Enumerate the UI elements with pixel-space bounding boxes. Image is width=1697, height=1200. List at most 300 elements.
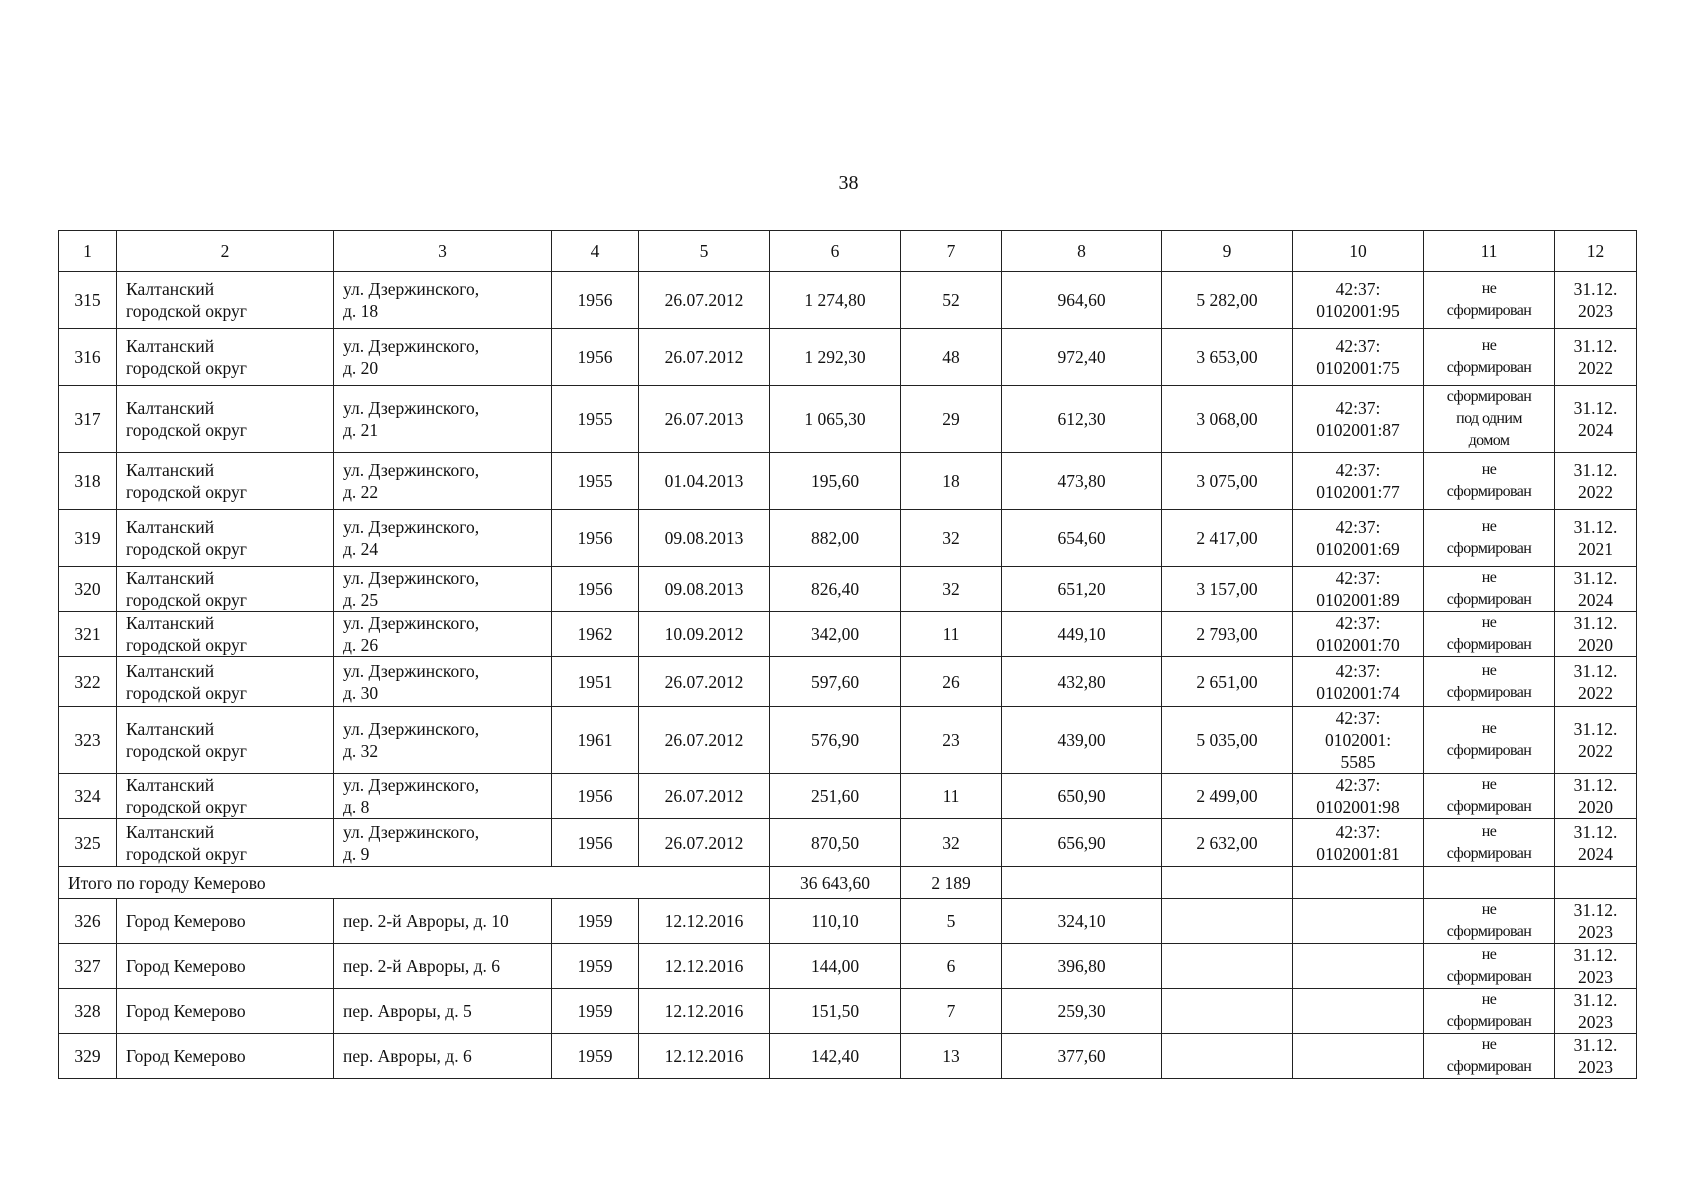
column-number: 8 (1002, 231, 1162, 272)
year-built: 1959 (552, 1034, 639, 1079)
year-built: 1959 (552, 944, 639, 989)
territory-cell (117, 819, 334, 867)
address-line: д. 24 (343, 539, 379, 559)
deadline-cell (1555, 329, 1637, 386)
value-col-9: 3 075,00 (1162, 453, 1293, 510)
land-status-cell (1424, 944, 1555, 989)
land-status-cell (1424, 707, 1555, 774)
table-row (59, 1034, 1637, 1079)
value-col-7: 48 (901, 329, 1002, 386)
year-built: 1955 (552, 386, 639, 453)
address-line: ул. Дзержинского, (343, 775, 480, 795)
land-status-cell (1424, 899, 1555, 944)
value-col-6: 151,50 (770, 989, 901, 1034)
deadline-cell (1555, 272, 1637, 329)
address-cell (334, 612, 552, 657)
land-status-line: не (1481, 614, 1497, 631)
cadastral-line: 0102001:69 (1316, 539, 1400, 559)
value-col-9: 2 793,00 (1162, 612, 1293, 657)
land-status-cell (1424, 774, 1555, 819)
value-col-7: 11 (901, 774, 1002, 819)
cadastral-line: 42:37: (1335, 568, 1381, 588)
year-built: 1962 (552, 612, 639, 657)
territory-cell: Город Кемерово (117, 989, 334, 1034)
table-row (59, 272, 1637, 329)
address-cell (334, 386, 552, 453)
value-col-6: 110,10 (770, 899, 901, 944)
cadastral-line: 42:37: (1335, 660, 1381, 681)
territory-line: Калтанский (126, 517, 215, 537)
land-status-line: сформирован (1446, 636, 1532, 653)
row-number: 318 (59, 453, 117, 510)
address-cell (334, 707, 552, 774)
cadastral-line: 42:37: (1335, 460, 1381, 480)
land-status-line: не (1481, 1036, 1497, 1053)
cadastral-line: 42:37: (1335, 775, 1381, 795)
address-line: ул. Дзержинского, (343, 660, 480, 681)
land-status-line: не (1481, 661, 1497, 679)
address-cell: пер. 2-й Авроры, д. 6 (334, 944, 552, 989)
deadline-line: 31.12. (1573, 613, 1618, 633)
land-status-line: сформирован (1446, 302, 1532, 319)
empty-cell (1162, 899, 1293, 944)
deadline-cell (1555, 899, 1637, 944)
address-line: д. 26 (343, 635, 379, 655)
cadastral-cell (1293, 510, 1424, 567)
cadastral-cell (1293, 819, 1424, 867)
territory-line: Калтанский (126, 568, 215, 588)
empty-cell (1555, 867, 1637, 899)
recognition-date: 26.07.2012 (639, 657, 770, 707)
cadastral-line: 0102001:75 (1316, 358, 1400, 378)
cadastral-line: 42:37: (1335, 398, 1381, 418)
cadastral-cell (1293, 774, 1424, 819)
recognition-date: 09.08.2013 (639, 567, 770, 612)
value-col-7: 26 (901, 657, 1002, 707)
cadastral-line: 5585 (1340, 752, 1376, 772)
cadastral-line: 42:37: (1335, 336, 1381, 356)
address-cell: пер. Авроры, д. 6 (334, 1034, 552, 1079)
territory-line: Калтанский (126, 821, 215, 842)
territory-line: городской округ (126, 682, 247, 703)
row-number: 326 (59, 899, 117, 944)
deadline-line: 2024 (1578, 843, 1613, 864)
address-cell: пер. Авроры, д. 5 (334, 989, 552, 1034)
deadline-line: 31.12. (1573, 1035, 1618, 1055)
territory-line: городской округ (126, 635, 247, 655)
deadline-cell (1555, 567, 1637, 612)
value-col-6: 251,60 (770, 774, 901, 819)
address-line: д. 30 (343, 682, 379, 703)
deadline-cell (1555, 453, 1637, 510)
address-line: ул. Дзержинского, (343, 279, 480, 299)
territory-line: Калтанский (126, 460, 215, 480)
territory-cell (117, 774, 334, 819)
territory-line: Калтанский (126, 398, 215, 418)
housing-register-table (58, 230, 1637, 1079)
year-built: 1956 (552, 510, 639, 567)
cadastral-line: 0102001: (1324, 730, 1392, 750)
kemerovo-rows (59, 899, 1637, 1079)
row-number: 324 (59, 774, 117, 819)
land-status-cell (1424, 567, 1555, 612)
land-status-cell (1424, 453, 1555, 510)
value-col-7: 32 (901, 819, 1002, 867)
deadline-line: 2023 (1578, 922, 1613, 942)
deadline-cell (1555, 707, 1637, 774)
value-col-7: 6 (901, 944, 1002, 989)
cadastral-line: 0102001:81 (1316, 843, 1400, 864)
deadline-cell (1555, 510, 1637, 567)
territory-line: городской округ (126, 482, 247, 502)
land-status-line: сформирован (1446, 359, 1532, 376)
recognition-date: 26.07.2013 (639, 386, 770, 453)
territory-cell: Город Кемерово (117, 1034, 334, 1079)
value-col-6: 342,00 (770, 612, 901, 657)
deadline-cell (1555, 612, 1637, 657)
territory-cell: Город Кемерово (117, 944, 334, 989)
deadline-line: 2024 (1578, 590, 1613, 610)
empty-cell (1293, 944, 1424, 989)
year-built: 1956 (552, 567, 639, 612)
land-status-cell (1424, 272, 1555, 329)
land-status-line: сформирован (1446, 1058, 1532, 1075)
cadastral-cell (1293, 329, 1424, 386)
value-col-8: 396,80 (1002, 944, 1162, 989)
table-row (59, 329, 1637, 386)
land-status-line: не (1481, 901, 1497, 918)
territory-cell (117, 329, 334, 386)
territory-cell (117, 386, 334, 453)
cadastral-line: 42:37: (1335, 279, 1381, 299)
value-col-7: 29 (901, 386, 1002, 453)
territory-line: Калтанский (126, 660, 215, 681)
column-number: 9 (1162, 231, 1293, 272)
deadline-line: 31.12. (1573, 279, 1618, 299)
territory-line: Калтанский (126, 613, 215, 633)
total-area: 36 643,60 (770, 867, 901, 899)
value-col-6: 1 065,30 (770, 386, 901, 453)
territory-line: городской округ (126, 741, 247, 761)
deadline-cell (1555, 657, 1637, 707)
cadastral-line: 0102001:98 (1316, 797, 1400, 817)
deadline-line: 31.12. (1573, 775, 1618, 795)
deadline-line: 31.12. (1573, 336, 1618, 356)
deadline-line: 2024 (1578, 420, 1613, 440)
cadastral-line: 42:37: (1335, 821, 1381, 842)
empty-cell (1293, 989, 1424, 1034)
value-col-6: 597,60 (770, 657, 901, 707)
column-number: 3 (334, 231, 552, 272)
land-status-line: сформирован (1446, 683, 1532, 701)
deadline-line: 2022 (1578, 741, 1613, 761)
column-number: 10 (1293, 231, 1424, 272)
value-col-6: 195,60 (770, 453, 901, 510)
land-status-line: сформирован (1446, 798, 1532, 815)
deadline-line: 31.12. (1573, 660, 1618, 681)
recognition-date: 12.12.2016 (639, 944, 770, 989)
land-status-line: сформирован (1446, 388, 1532, 405)
cadastral-line: 42:37: (1335, 517, 1381, 537)
deadline-line: 31.12. (1573, 398, 1618, 418)
cadastral-line: 42:37: (1335, 613, 1381, 633)
deadline-line: 2023 (1578, 1057, 1613, 1077)
territory-cell: Город Кемерово (117, 899, 334, 944)
address-cell (334, 819, 552, 867)
land-status-cell (1424, 329, 1555, 386)
deadline-line: 2023 (1578, 1012, 1613, 1032)
address-line: ул. Дзержинского, (343, 568, 480, 588)
row-number: 323 (59, 707, 117, 774)
land-status-line: сформирован (1446, 844, 1532, 862)
cadastral-cell (1293, 272, 1424, 329)
value-col-9: 3 653,00 (1162, 329, 1293, 386)
table-row (59, 899, 1637, 944)
column-number: 5 (639, 231, 770, 272)
deadline-line: 31.12. (1573, 990, 1618, 1010)
value-col-8: 439,00 (1002, 707, 1162, 774)
value-col-8: 449,10 (1002, 612, 1162, 657)
year-built: 1959 (552, 989, 639, 1034)
deadline-line: 2021 (1578, 539, 1613, 559)
recognition-date: 12.12.2016 (639, 1034, 770, 1079)
recognition-date: 26.07.2012 (639, 272, 770, 329)
value-col-9: 3 157,00 (1162, 567, 1293, 612)
territory-cell (117, 453, 334, 510)
empty-cell (1293, 899, 1424, 944)
address-line: ул. Дзержинского, (343, 398, 480, 418)
column-number: 11 (1424, 231, 1555, 272)
address-line: ул. Дзержинского, (343, 517, 480, 537)
cadastral-line: 42:37: (1335, 708, 1381, 728)
territory-line: городской округ (126, 420, 247, 440)
cadastral-line: 0102001:95 (1316, 301, 1400, 321)
land-status-line: сформирован (1446, 540, 1532, 557)
address-line: д. 20 (343, 358, 379, 378)
row-number: 327 (59, 944, 117, 989)
recognition-date: 10.09.2012 (639, 612, 770, 657)
value-col-6: 870,50 (770, 819, 901, 867)
empty-cell (1293, 867, 1424, 899)
value-col-8: 972,40 (1002, 329, 1162, 386)
land-status-line: не (1481, 569, 1497, 586)
land-status-line: сформирован (1446, 742, 1532, 759)
row-number: 329 (59, 1034, 117, 1079)
deadline-line: 2020 (1578, 635, 1613, 655)
year-built: 1959 (552, 899, 639, 944)
table-row (59, 944, 1637, 989)
territory-cell (117, 612, 334, 657)
land-status-cell (1424, 1034, 1555, 1079)
table-row (59, 707, 1637, 774)
territory-line: городской округ (126, 358, 247, 378)
table-row (59, 774, 1637, 819)
deadline-line: 31.12. (1573, 945, 1618, 965)
deadline-line: 31.12. (1573, 517, 1618, 537)
value-col-6: 144,00 (770, 944, 901, 989)
row-number: 317 (59, 386, 117, 453)
value-col-7: 11 (901, 612, 1002, 657)
value-col-7: 13 (901, 1034, 1002, 1079)
cadastral-cell (1293, 567, 1424, 612)
deadline-cell (1555, 774, 1637, 819)
land-status-line: сформирован (1446, 483, 1532, 500)
territory-line: Калтанский (126, 279, 215, 299)
cadastral-cell (1293, 612, 1424, 657)
territory-line: Калтанский (126, 719, 215, 739)
value-col-7: 52 (901, 272, 1002, 329)
address-line: ул. Дзержинского, (343, 460, 480, 480)
empty-cell (1162, 867, 1293, 899)
address-cell (334, 510, 552, 567)
land-status-line: не (1481, 991, 1497, 1008)
deadline-cell (1555, 1034, 1637, 1079)
address-cell (334, 774, 552, 819)
value-col-6: 1 292,30 (770, 329, 901, 386)
kaltan-rows (59, 272, 1637, 867)
recognition-date: 26.07.2012 (639, 819, 770, 867)
land-status-line: не (1481, 946, 1497, 963)
deadline-cell (1555, 944, 1637, 989)
deadline-cell (1555, 819, 1637, 867)
value-col-7: 18 (901, 453, 1002, 510)
value-col-7: 7 (901, 989, 1002, 1034)
value-col-6: 142,40 (770, 1034, 901, 1079)
value-col-8: 651,20 (1002, 567, 1162, 612)
territory-line: городской округ (126, 590, 247, 610)
column-number: 6 (770, 231, 901, 272)
row-number: 322 (59, 657, 117, 707)
deadline-line: 31.12. (1573, 460, 1618, 480)
recognition-date: 01.04.2013 (639, 453, 770, 510)
land-status-cell (1424, 612, 1555, 657)
value-col-6: 882,00 (770, 510, 901, 567)
value-col-6: 826,40 (770, 567, 901, 612)
table-row (59, 612, 1637, 657)
territory-line: городской округ (126, 301, 247, 321)
land-status-line: не (1481, 776, 1497, 793)
value-col-8: 654,60 (1002, 510, 1162, 567)
land-status-line: сформирован (1446, 591, 1532, 608)
value-col-8: 650,90 (1002, 774, 1162, 819)
deadline-line: 2022 (1578, 682, 1613, 703)
column-number: 2 (117, 231, 334, 272)
cadastral-cell (1293, 707, 1424, 774)
address-cell (334, 657, 552, 707)
value-col-8: 964,60 (1002, 272, 1162, 329)
value-col-9: 3 068,00 (1162, 386, 1293, 453)
value-col-8: 259,30 (1002, 989, 1162, 1034)
total-row (59, 867, 1637, 899)
value-col-9: 5 282,00 (1162, 272, 1293, 329)
recognition-date: 26.07.2012 (639, 329, 770, 386)
row-number: 316 (59, 329, 117, 386)
territory-cell (117, 567, 334, 612)
value-col-9: 2 499,00 (1162, 774, 1293, 819)
territory-line: городской округ (126, 843, 247, 864)
deadline-line: 31.12. (1573, 900, 1618, 920)
value-col-8: 432,80 (1002, 657, 1162, 707)
cadastral-line: 0102001:77 (1316, 482, 1400, 502)
address-line: ул. Дзержинского, (343, 336, 480, 356)
value-col-7: 32 (901, 567, 1002, 612)
deadline-cell (1555, 989, 1637, 1034)
territory-cell (117, 657, 334, 707)
year-built: 1955 (552, 453, 639, 510)
empty-cell (1162, 944, 1293, 989)
cadastral-line: 0102001:89 (1316, 590, 1400, 610)
land-status-line: сформирован (1446, 923, 1532, 940)
deadline-line: 2023 (1578, 301, 1613, 321)
land-status-cell (1424, 989, 1555, 1034)
year-built: 1956 (552, 774, 639, 819)
land-status-cell (1424, 510, 1555, 567)
deadline-line: 2023 (1578, 967, 1613, 987)
empty-cell (1002, 867, 1162, 899)
address-cell: пер. 2-й Авроры, д. 10 (334, 899, 552, 944)
land-status-line: не (1481, 461, 1497, 478)
address-cell (334, 272, 552, 329)
value-col-8: 324,10 (1002, 899, 1162, 944)
deadline-line: 2022 (1578, 358, 1613, 378)
land-status-line: не (1481, 822, 1497, 840)
value-col-9: 5 035,00 (1162, 707, 1293, 774)
cadastral-cell (1293, 657, 1424, 707)
value-col-8: 612,30 (1002, 386, 1162, 453)
address-line: ул. Дзержинского, (343, 613, 480, 633)
address-line: д. 18 (343, 301, 379, 321)
land-status-line: не (1481, 280, 1497, 297)
year-built: 1951 (552, 657, 639, 707)
table-row (59, 657, 1637, 707)
table-row (59, 510, 1637, 567)
total-label: Итого по городу Кемерово (59, 867, 770, 899)
territory-cell (117, 707, 334, 774)
row-number: 321 (59, 612, 117, 657)
value-col-7: 32 (901, 510, 1002, 567)
deadline-line: 31.12. (1573, 719, 1618, 739)
deadline-line: 31.12. (1573, 821, 1618, 842)
address-line: д. 22 (343, 482, 379, 502)
value-col-6: 1 274,80 (770, 272, 901, 329)
recognition-date: 12.12.2016 (639, 989, 770, 1034)
territory-line: городской округ (126, 539, 247, 559)
recognition-date: 09.08.2013 (639, 510, 770, 567)
land-status-line: сформирован (1446, 968, 1532, 985)
column-number-row (59, 231, 1637, 272)
address-line: д. 25 (343, 590, 379, 610)
territory-cell (117, 510, 334, 567)
address-cell (334, 567, 552, 612)
column-number: 4 (552, 231, 639, 272)
year-built: 1961 (552, 707, 639, 774)
table-row (59, 386, 1637, 453)
column-number: 1 (59, 231, 117, 272)
land-status-cell (1424, 819, 1555, 867)
cadastral-cell (1293, 453, 1424, 510)
deadline-line: 2022 (1578, 482, 1613, 502)
value-col-8: 377,60 (1002, 1034, 1162, 1079)
value-col-8: 473,80 (1002, 453, 1162, 510)
cadastral-cell (1293, 386, 1424, 453)
row-number: 328 (59, 989, 117, 1034)
table-row (59, 989, 1637, 1034)
land-status-line: сформирован (1446, 1013, 1532, 1030)
year-built: 1956 (552, 329, 639, 386)
territory-line: городской округ (126, 797, 247, 817)
land-status-line: не (1481, 337, 1497, 354)
land-status-line: не (1481, 720, 1497, 737)
